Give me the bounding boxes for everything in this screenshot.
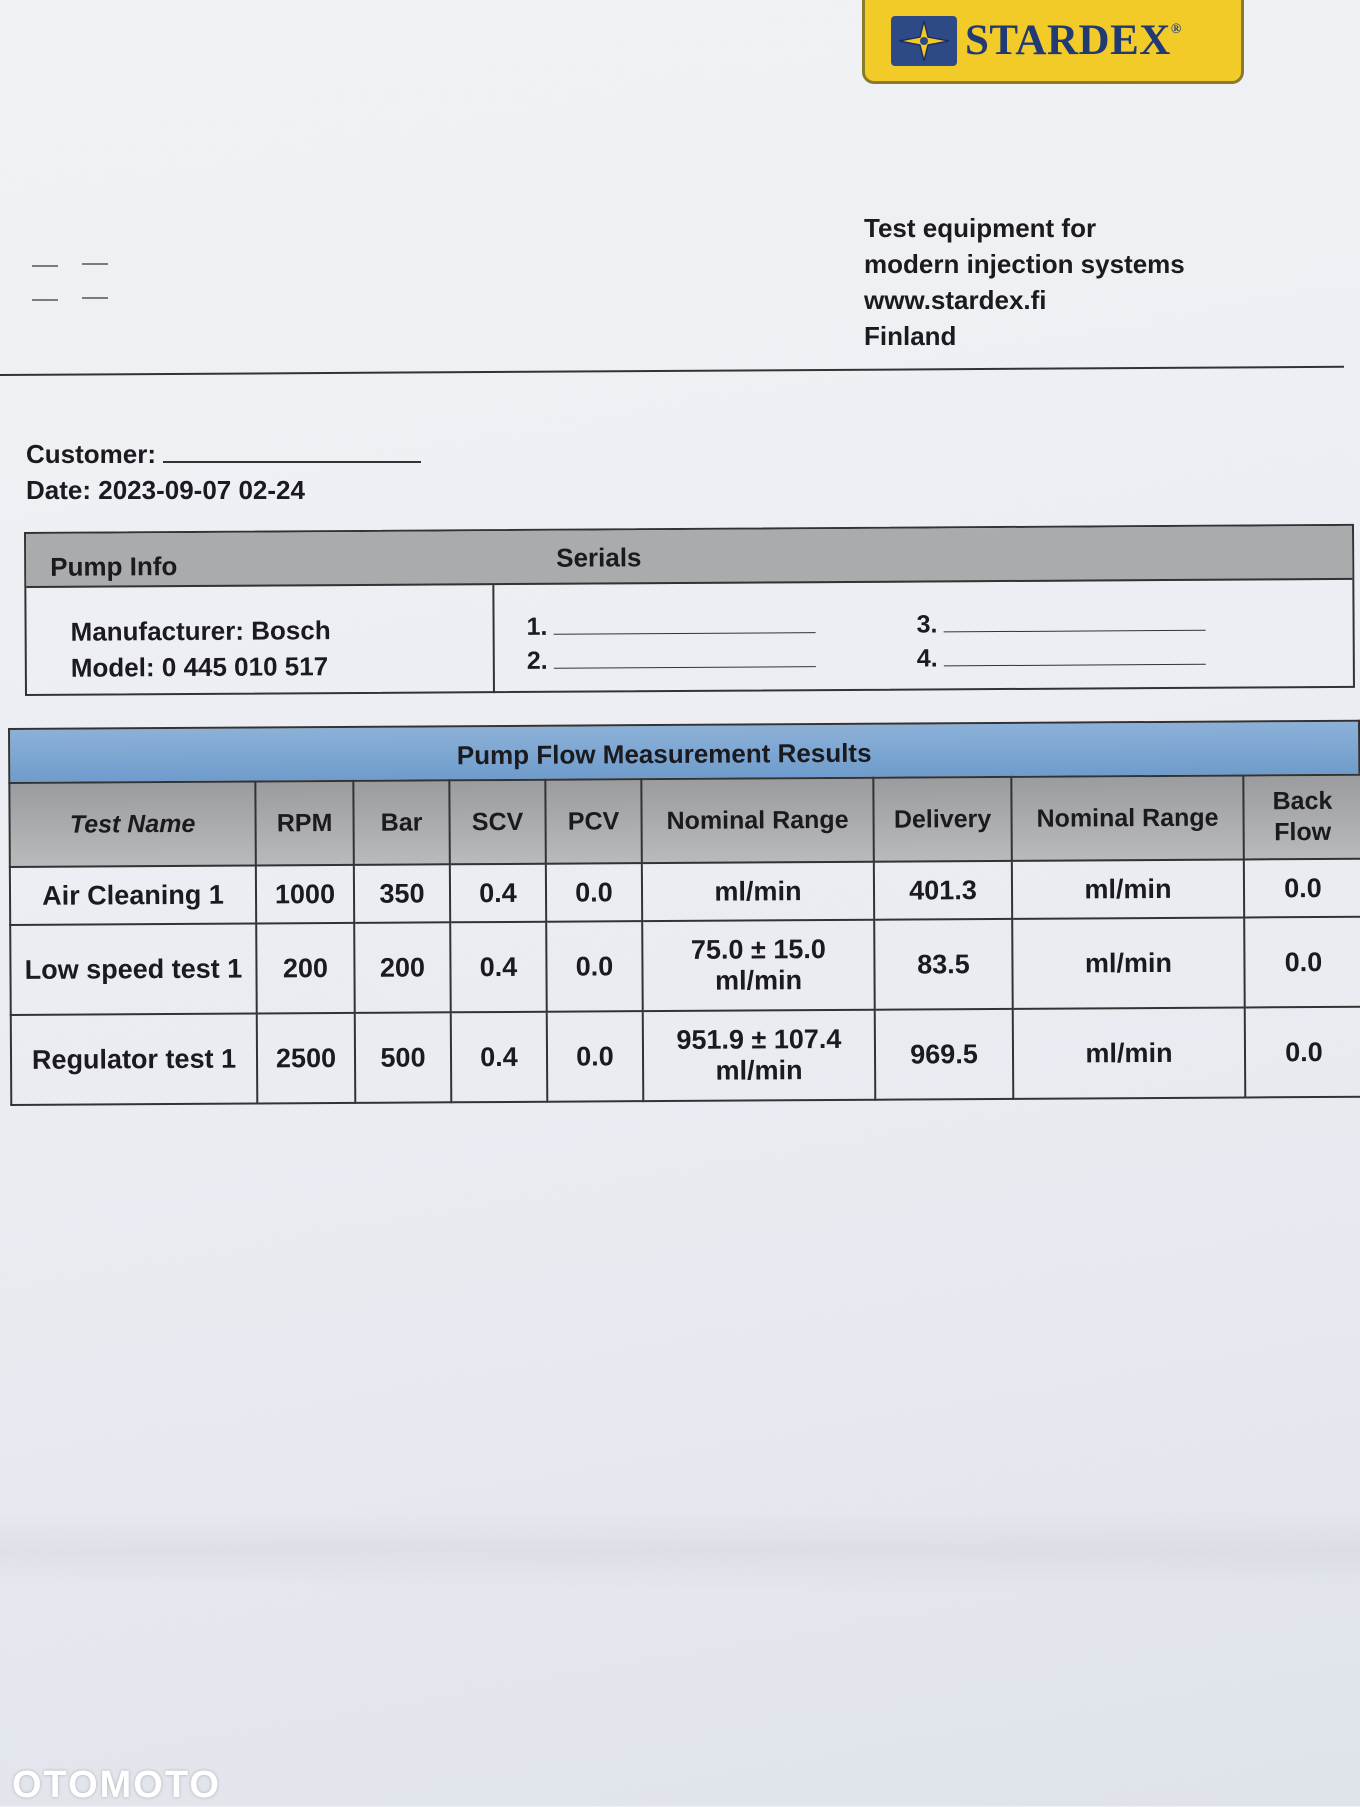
pump-info-header	[26, 526, 1352, 588]
back-flow: 0.0	[1245, 1007, 1360, 1098]
manufacturer: Manufacturer: Bosch	[70, 615, 331, 647]
delivery: 401.3	[874, 861, 1012, 920]
bar: 350	[354, 864, 450, 923]
star-icon	[891, 16, 957, 66]
col-bar: Bar	[353, 780, 450, 865]
tagline-country: Finland	[864, 321, 957, 351]
col-test-name: Test Name	[9, 781, 256, 867]
backflow-nominal-range: ml/min	[1013, 1007, 1246, 1098]
tagline-url: www.stardex.fi	[864, 285, 1047, 315]
serial-1: 1.	[527, 611, 816, 642]
col-pcv: PCV	[545, 779, 642, 864]
pump-details	[71, 612, 331, 686]
paper-fold-shadow	[0, 1510, 1360, 1590]
delivery: 83.5	[874, 919, 1013, 1010]
backflow-nominal-range: ml/min	[1012, 917, 1245, 1008]
rpm: 1000	[256, 865, 354, 924]
col-nominal-range: Nominal Range	[641, 778, 874, 863]
pump-info-heading: Pump Info	[50, 551, 178, 582]
watermark: OTOMOTO	[12, 1764, 221, 1806]
table-row	[10, 859, 1360, 925]
rpm: 2500	[257, 1013, 356, 1104]
test-name: Air Cleaning 1	[10, 865, 256, 925]
back-flow: 0.0	[1244, 917, 1360, 1008]
serial-2: 2.	[527, 645, 816, 676]
header-divider	[0, 366, 1344, 376]
test-name: Low speed test 1	[10, 923, 257, 1015]
col-back-flow: Back Flow	[1243, 775, 1360, 860]
pcv: 0.0	[546, 921, 643, 1012]
bar: 200	[354, 922, 451, 1013]
rpm: 200	[256, 923, 355, 1014]
customer-line: Customer:	[26, 436, 421, 472]
flow-results-table	[8, 720, 1360, 1106]
backflow-nominal-range: ml/min	[1012, 859, 1244, 918]
table-row	[11, 1007, 1360, 1105]
stardex-logo	[862, 0, 1244, 84]
back-flow: 0.0	[1244, 859, 1360, 918]
tagline-line: Test equipment for	[864, 213, 1097, 243]
tagline-line: modern injection systems	[864, 249, 1185, 279]
model: Model: 0 445 010 517	[70, 651, 329, 683]
brand-name: STARDEX®	[965, 17, 1182, 64]
test-name: Regulator test 1	[11, 1013, 258, 1105]
serial-4: 4.	[917, 643, 1206, 674]
nominal-range: ml/min	[642, 862, 874, 921]
faint-marks	[30, 250, 120, 320]
date-line: Date: 2023-09-07 02-24	[26, 475, 305, 505]
nominal-range: 75.0 ± 15.0 ml/min	[642, 920, 875, 1011]
table-row	[10, 917, 1360, 1015]
company-tagline	[864, 210, 1185, 354]
serial-3: 3.	[916, 609, 1205, 640]
pcv: 0.0	[546, 863, 642, 922]
scv: 0.4	[450, 864, 546, 923]
serials-heading: Serials	[556, 542, 642, 573]
customer-block	[26, 436, 421, 508]
col-scv: SCV	[449, 780, 546, 865]
bar: 500	[355, 1012, 452, 1103]
delivery: 969.5	[875, 1009, 1014, 1100]
col-backflow-nominal-range: Nominal Range	[1011, 775, 1244, 860]
pcv: 0.0	[547, 1011, 644, 1102]
scv: 0.4	[450, 922, 547, 1013]
nominal-range: 951.9 ± 107.4 ml/min	[643, 1010, 876, 1101]
scv: 0.4	[451, 1012, 548, 1103]
col-rpm: RPM	[255, 781, 354, 866]
col-delivery: Delivery	[873, 777, 1012, 862]
results-title: Pump Flow Measurement Results	[8, 720, 1360, 782]
pump-info-table	[24, 524, 1355, 696]
results-header-row	[9, 775, 1360, 867]
